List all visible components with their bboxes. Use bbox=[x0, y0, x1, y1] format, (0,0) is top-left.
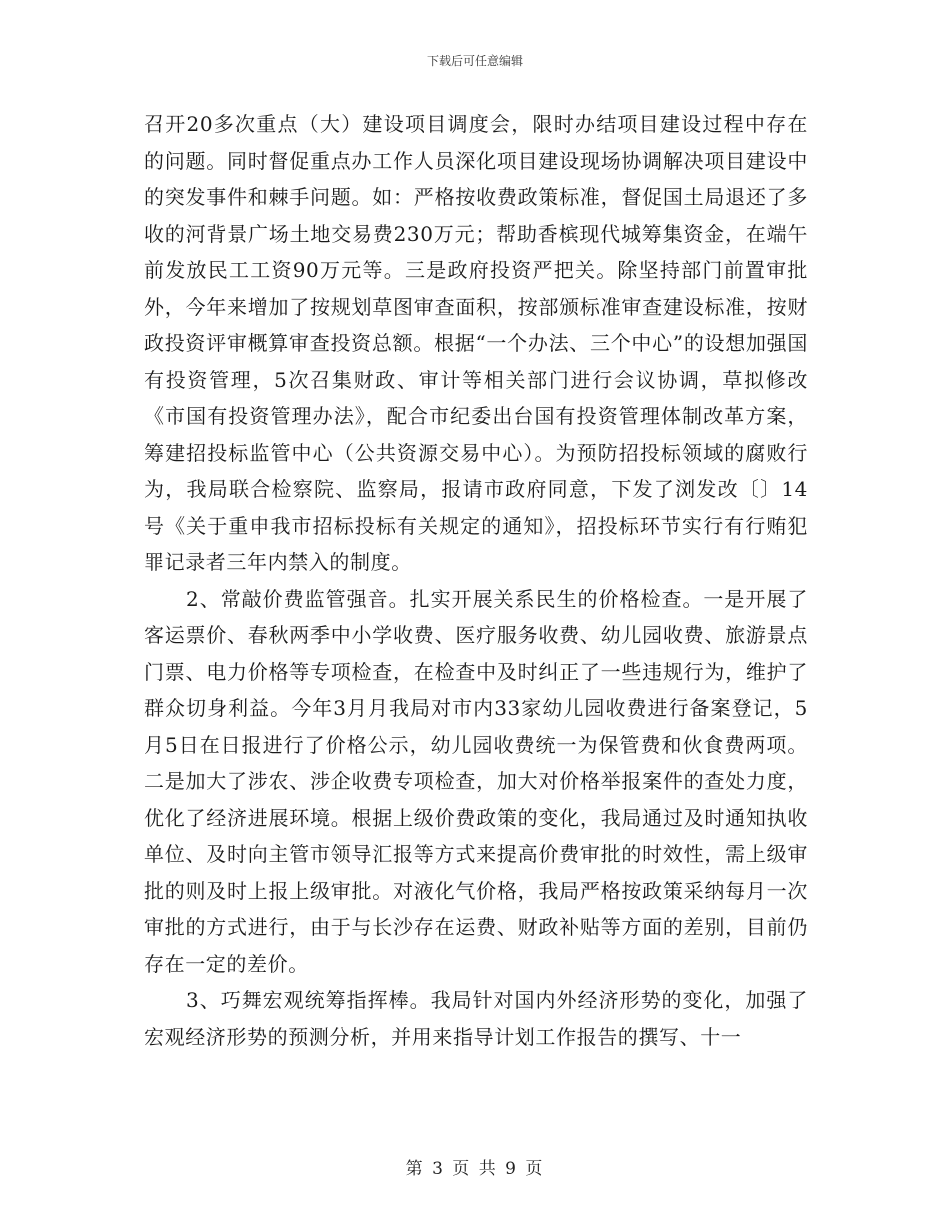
paragraph-3: 3、巧舞宏观统筹指挥棒。我局针对国内外经济形势的变化，加强了宏观经济形势的预测分析，并用来指导计划工作报告的撰写、十一 bbox=[144, 988, 808, 1049]
page-footer: 第 3 页 共 9 页 bbox=[405, 1159, 545, 1179]
paragraph-1: 召开20多次重点（大）建设项目调度会，限时办结项目建设过程中存在的问题。同时督促重点办工作人员深化项目建设现场协调解决项目建设中的突发事件和棘手问题。如：严格按收费政策标准，督促国土局退还了多收的河背景广场土地交易费230万元；帮助香槟现代城筹集资金，在端午前发放民工工资90万元等。三是政府投资严把关。除坚持部门前置审批外，今年来增加了按规划草图审查面积，按部颁标准审查建设标准，按财政投资评审概算审查投资总额。根据“一个办法、三个中心”的设想加强国有投资管理，5次召集财政、审计等相关部门进行会议协调，草拟修改《市国有投资管理办法》，配合市纪委出台国有投资管理体制改革方案，筹建招投标监管中心（公共资源交易中心）。为预防招投标领域的腐败行为，我局联合检察院、监察局，报请市政府同意，下发了浏发改〔〕14号《关于重申我市招标投标有关规定的通知》，招投标环节实行有行贿犯罪记录者三年内禁入的制度。 bbox=[144, 112, 808, 574]
paragraph-2: 2、常敲价费监管强音。扎实开展关系民生的价格检查。一是开展了客运票价、春秋两季中小学收费、医疗服务收费、幼儿园收费、旅游景点门票、电力价格等专项检查，在检查中及时纠正了一些违规行为，维护了群众切身利益。今年3月月我局对市内33家幼儿园收费进行备案登记，5月5日在日报进行了价格公示，幼儿园收费统一为保管费和伙食费两项。二是加大了涉农、涉企收费专项检查，加大对价格举报案件的查处力度，优化了经济进展环境。根据上级价费政策的变化，我局通过及时通知执收单位、及时向主管市领导汇报等方式来提高价费审批的时效性，需上级审批的则及时上报上级审批。对液化气价格，我局严格按政策采纳每月一次审批的方式进行，由于与长沙存在运费、财政补贴等方面的差别，目前仍存在一定的差价。 bbox=[144, 586, 808, 976]
document-body bbox=[144, 106, 808, 1055]
page-header: 下载后可任意编辑 bbox=[426, 54, 523, 68]
